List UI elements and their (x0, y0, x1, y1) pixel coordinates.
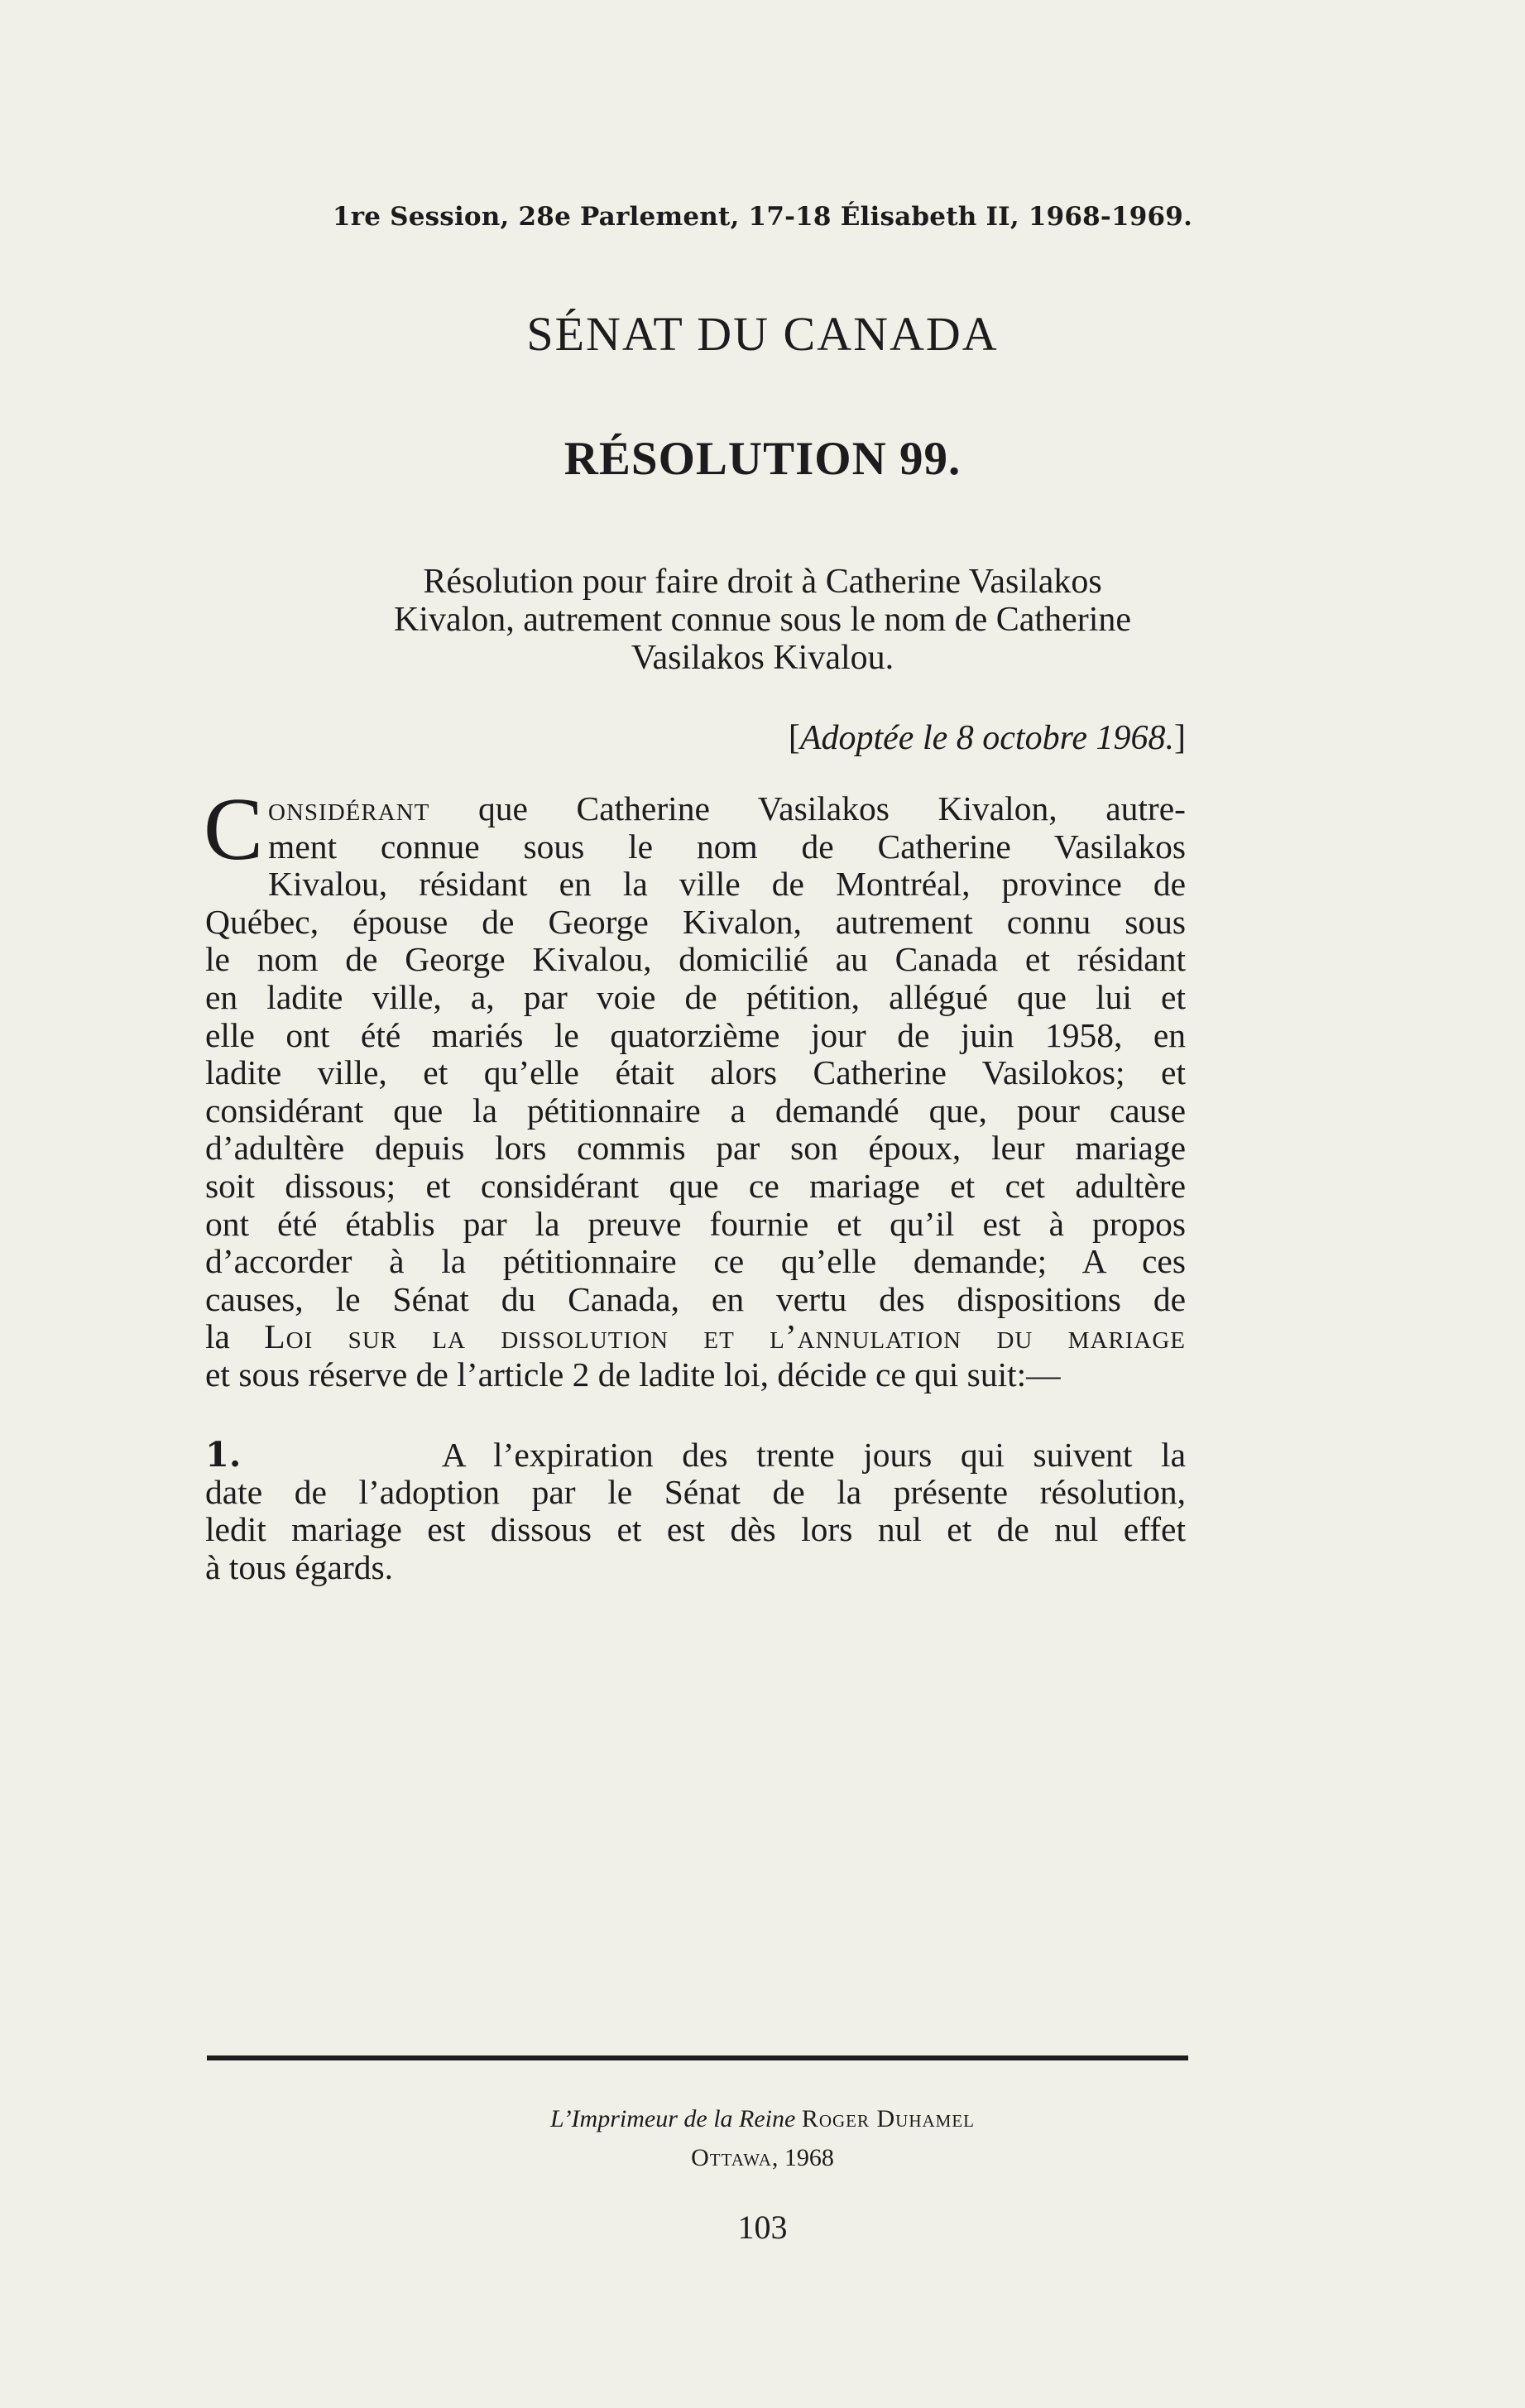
preamble-text: que Catherine Vasilakos Kivalon, autre- (477, 789, 1186, 827)
preamble-line: le nom de George Kivalou, domicilié au Canada et résidant (205, 940, 1186, 979)
footer-rule (207, 2055, 1188, 2060)
resolution-title: RÉSOLUTION 99. (563, 433, 962, 485)
printer-name: Roger Duhamel (801, 2105, 975, 2132)
senate-title: SÉNAT DU CANADA (526, 307, 999, 361)
article-text: A l’expiration des trente jours qui suivent la (441, 1436, 1186, 1474)
summary-line: Vasilakos Kivalou. (631, 639, 894, 677)
article-line (205, 1436, 1186, 1474)
preamble-line: soit dissous; et considérant que ce mariage et cet adultère (205, 1166, 1186, 1205)
session-header: 1re Session, 28e Parlement, 17-18 Élisabeth II, 1968-1969. (332, 202, 1193, 232)
preamble-line: elle ont été mariés le quatorzième jour de juin 1958, en (205, 1015, 1186, 1054)
page-number: 103 (737, 2209, 788, 2246)
article-line: ledit mariage est dissous et est dès lors nul et de nul effet (205, 1510, 1186, 1549)
article-number: 1. (205, 1434, 242, 1475)
preamble-line: causes, le Sénat du Canada, en vertu des dispositions de (205, 1279, 1186, 1318)
first-word: onsidérant (268, 789, 430, 827)
summary-line: Résolution pour faire droit à Catherine Vasilakos (423, 563, 1102, 601)
adoption-text: Adoptée le 8 octobre 1968. (799, 719, 1174, 757)
resolution-summary (232, 563, 1293, 677)
preamble-line: Québec, épouse de George Kivalon, autrement connu sous (205, 902, 1186, 941)
drop-cap: C (204, 780, 264, 879)
imprint-city (0, 2144, 1525, 2172)
preamble-line: et sous réserve de l’article 2 de ladite loi, décide ce qui suit:— (205, 1355, 1061, 1393)
bracket-close: ] (1174, 719, 1186, 757)
preamble-line (205, 790, 1186, 828)
preamble-line: ladite ville, et qu’elle était alors Catherine Vasilokos; et (205, 1053, 1186, 1092)
preamble-line: Kivalou, résidant en la ville de Montréal, province de (268, 865, 1186, 904)
imprint-year: , 1968 (771, 2144, 834, 2171)
preamble-line: ment connue sous le nom de Catherine Vasilakos (268, 827, 1186, 866)
preamble-line: d’adultère depuis lors commis par son époux, leur mariage (205, 1129, 1186, 1168)
summary-line: Kivalon, autrement connue sous le nom de Catherine (393, 601, 1132, 639)
printer-line (0, 2105, 1525, 2133)
preamble-line: considérant que la pétitionnaire a demandé que, pour cause (205, 1091, 1186, 1130)
bracket-open: [ (788, 719, 800, 757)
article-1 (205, 1436, 1186, 1586)
preamble-line (205, 1318, 1186, 1356)
adoption-date (0, 718, 1186, 758)
article-line: date de l’adoption par le Sénat de la présente résolution, (205, 1472, 1186, 1511)
preamble-line: d’accorder à la pétitionnaire ce qu’elle demande; A ces (205, 1242, 1186, 1281)
article-line: à tous égards. (205, 1547, 394, 1586)
preamble-line: ont été établis par la preuve fournie et qu’il est à propos (205, 1204, 1186, 1243)
law-name: Loi sur la dissolution et l’annulation du mariage (264, 1317, 1187, 1356)
printer-title: L’Imprimeur de la Reine (550, 2105, 796, 2132)
law-prefix: la (205, 1317, 230, 1356)
city-name: Ottawa (691, 2144, 772, 2171)
preamble-paragraph (204, 780, 1187, 1394)
preamble-line: en ladite ville, a, par voie de pétition, allégué que lui et (205, 977, 1186, 1016)
